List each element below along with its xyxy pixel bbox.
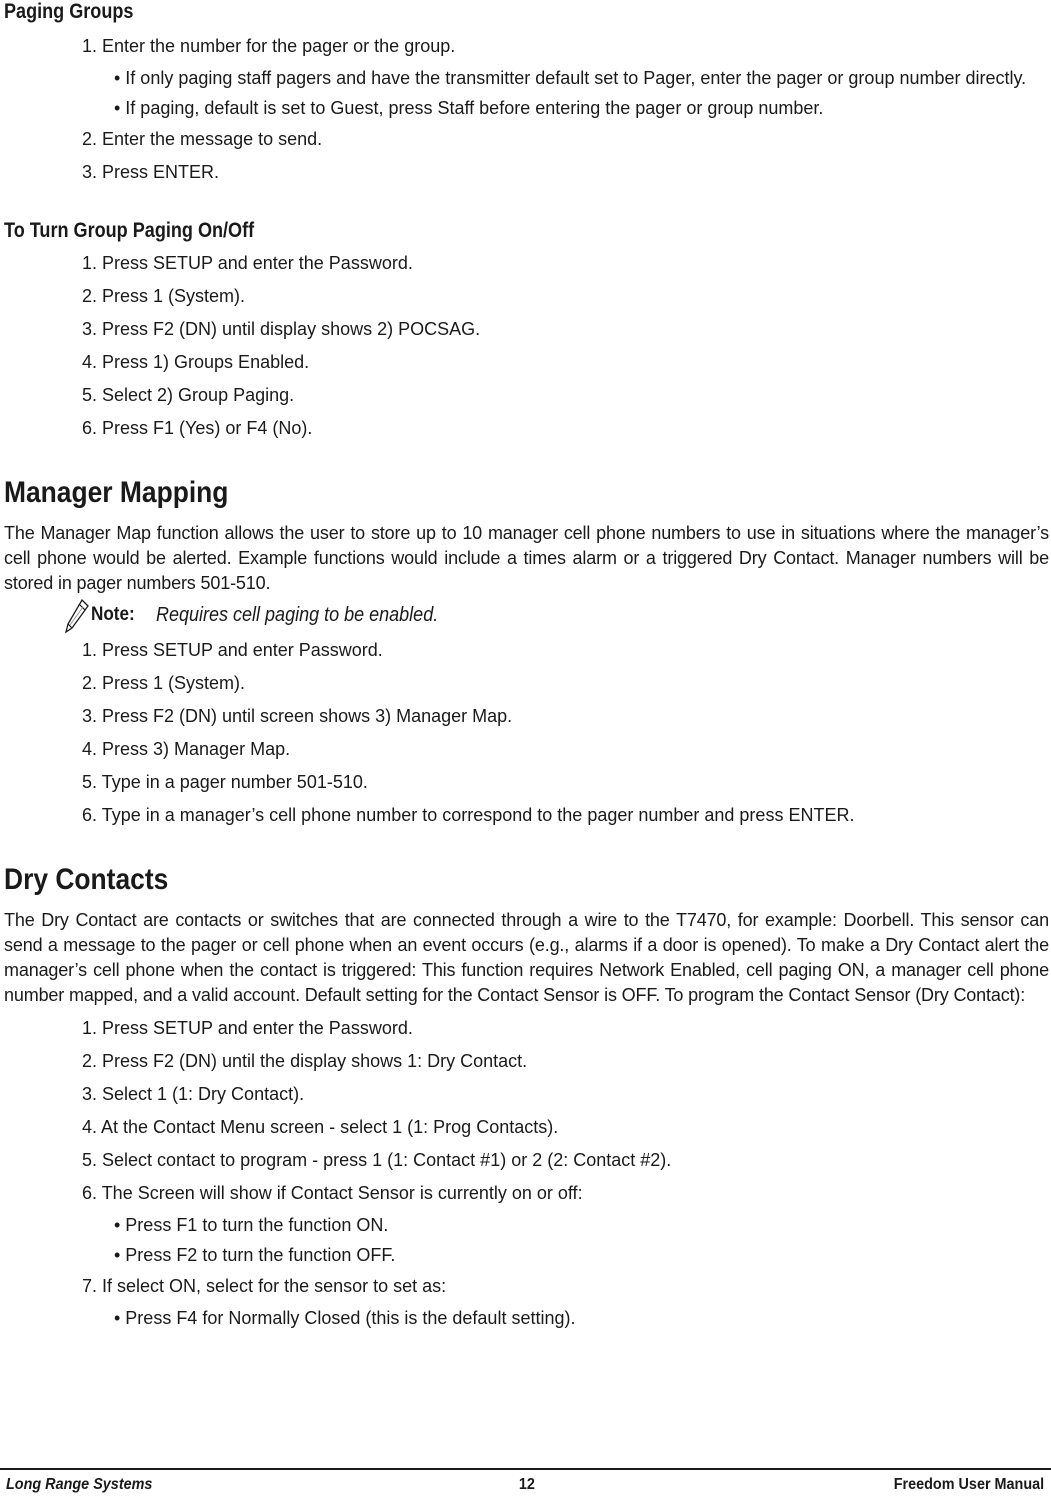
- step: 4. At the Contact Menu screen - select 1 (1: Prog Contacts).: [82, 1117, 559, 1137]
- document-page: [4, 0, 1049, 1337]
- step: 6. Press F1 (Yes) or F4 (No).: [82, 418, 313, 438]
- section-paging-groups: [4, 0, 1049, 184]
- page-number: 12: [518, 1476, 535, 1493]
- bullet: • Press F1 to turn the function ON.: [114, 1215, 389, 1235]
- step: 2. Enter the message to send.: [82, 129, 323, 149]
- manager-mapping-intro: The Manager Map function allows the user to store up to 10 manager cell phone numbers to use in situations where the manager’s cell phone would be alerted. Example functions would include a times alarm or a triggered Dry Contact. Manager numbers will be stored in pager numbers 501-510.: [4, 523, 1049, 593]
- step: 2. Press 1 (System).: [82, 673, 246, 693]
- bullet: • If only paging staff pagers and have the transmitter default set to Pager, enter the pager or group number directly.: [114, 68, 1027, 88]
- heading-group-paging: To Turn Group Paging On/Off: [4, 219, 255, 242]
- note-text: Requires cell paging to be enabled.: [156, 604, 439, 626]
- step: 2. Press 1 (System).: [82, 286, 246, 306]
- heading-manager-mapping: Manager Mapping: [4, 476, 229, 509]
- footer-company: Long Range Systems: [6, 1476, 153, 1493]
- bullet: • If paging, default is set to Guest, press Staff before entering the pager or group number.: [114, 98, 824, 118]
- section-manager-mapping: [4, 475, 1049, 827]
- step: 5. Select 2) Group Paging.: [82, 385, 295, 405]
- step: 2. Press F2 (DN) until the display shows 1: Dry Contact.: [82, 1051, 528, 1071]
- bullet: • Press F4 for Normally Closed (this is the default setting).: [114, 1308, 576, 1328]
- pencil-icon: [64, 598, 90, 634]
- step: 3. Press F2 (DN) until screen shows 3) Manager Map.: [82, 706, 513, 726]
- step: 1. Enter the number for the pager or the group.: [82, 36, 456, 56]
- footer-divider: [0, 1468, 1051, 1470]
- step: 1. Press SETUP and enter the Password.: [82, 1018, 413, 1038]
- dry-contacts-intro: The Dry Contact are contacts or switches that are connected through a wire to the T7470, for example: Doorbell. This sensor can send a message to the pager or cell phone when an event occurs (e.g., alarms if a door is opened). To make a Dry Contact alert the manager’s cell phone when the contact is triggered: This function requires Network Enabled, cell paging ON, a manager cell phone number mapped, and a valid account. Default setting for the Contact Sensor is OFF. To program the Contact Sensor (Dry Contact):: [4, 910, 1049, 1005]
- heading-dry-contacts: Dry Contacts: [4, 863, 169, 896]
- section-group-paging: [4, 219, 1049, 440]
- note: [64, 602, 1049, 630]
- step: 7. If select ON, select for the sensor to set as:: [82, 1276, 447, 1296]
- note-label: Note:: [91, 604, 135, 625]
- step: 5. Type in a pager number 501-510.: [82, 772, 368, 792]
- step: 4. Press 1) Groups Enabled.: [82, 352, 310, 372]
- page-footer: [6, 1476, 1046, 1498]
- section-dry-contacts: [4, 862, 1049, 1329]
- step: 3. Select 1 (1: Dry Contact).: [82, 1084, 305, 1104]
- step: 4. Press 3) Manager Map.: [82, 739, 291, 759]
- step: 3. Press F2 (DN) until display shows 2) POCSAG.: [82, 319, 481, 339]
- footer-manual-title: Freedom User Manual: [893, 1476, 1044, 1493]
- step: 1. Press SETUP and enter the Password.: [82, 253, 413, 273]
- heading-paging-groups: Paging Groups: [4, 0, 134, 23]
- step: 6. Type in a manager’s cell phone number to correspond to the pager number and press ENTER.: [82, 805, 855, 825]
- bullet: • Press F2 to turn the function OFF.: [114, 1245, 396, 1265]
- step: 6. The Screen will show if Contact Sensor is currently on or off:: [82, 1183, 583, 1203]
- step: 1. Press SETUP and enter Password.: [82, 640, 383, 660]
- step: 5. Select contact to program - press 1 (1: Contact #1) or 2 (2: Contact #2).: [82, 1150, 672, 1170]
- step: 3. Press ENTER.: [82, 162, 220, 182]
